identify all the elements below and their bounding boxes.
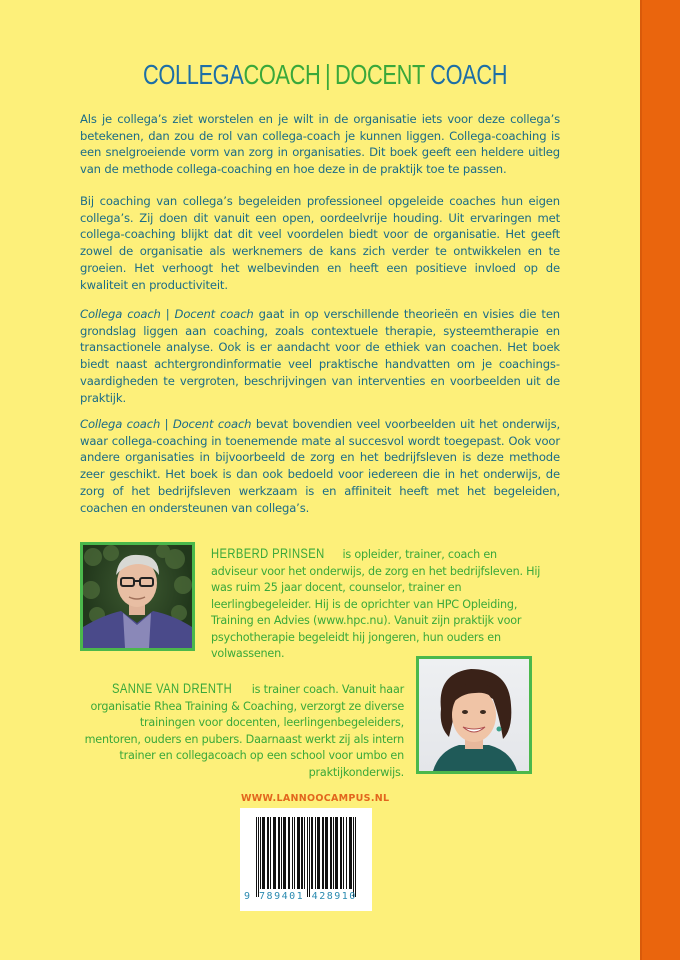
book-spine (640, 0, 680, 960)
author-bio-text: is opleider, trainer, coach en adviseur voor het onderwijs, de zorg en het bedrijfsleven. Hij was ruim 25 jaar docent, counselor, trainer en leerlingbegeleider. Hij is de oprichter van HPC Opleiding, Training en Advies (www.hpc.nu). Vanuit zijn praktijk voor psychotherapie begeleidt hij jongeren, hun ouders en volwassenen. (211, 548, 541, 660)
barcode-bar (353, 817, 354, 897)
author-bio-herberd-prinsen (211, 545, 541, 663)
publisher-url[interactable]: WWW.LANNOOCAMPUS.NL (241, 793, 390, 804)
barcode-bar (258, 817, 259, 897)
barcode-bar (267, 817, 269, 889)
barcode-bar (346, 817, 347, 889)
barcode-bar (343, 817, 344, 889)
barcode-icon (240, 808, 372, 898)
paragraph-text: gaat in op verschillende theorieën en visies die ten grondslag liggen aan coaching, zoals contextuele therapie, systeemtherapie en transactionele analyse. Ook is er aandacht voor de ethiek van coachen. Het boek biedt naast achtergrondinformatie veel praktische handvatten om je coachingsvaardigheden te vergroten, beschrijvingen van interventies en voorbeelden uit de praktijk. (80, 307, 560, 405)
barcode-bar (330, 817, 332, 889)
barcode-bar (288, 817, 290, 889)
author-name: HERBERD PRINSEN (211, 545, 325, 561)
isbn-barcode (240, 808, 372, 911)
title-docent: DOCENT (335, 59, 425, 90)
barcode-bar (262, 817, 265, 889)
barcode-bar (309, 817, 310, 897)
paragraph-text: Bij coaching van collega’s begeleiden professioneel opgeleide coaches hun eigen collega’s. Zij doen dit vanuit een open, oordeelvrije houding. Uit ervaringen met collega-coaching blijkt dat dit veel voordelen biedt voor de organisatie. Het geeft zowel de organisatie als werknemers de kans zich verder te ontwikkelen en te groeien. Het verhoogt het welbevinden en heeft een positieve invloed op de kwaliteit en productiviteit. (80, 194, 560, 292)
barcode-bar (311, 817, 313, 889)
barcode-bar (304, 817, 305, 889)
blurb-paragraph-2 (80, 193, 560, 293)
barcode-bar (335, 817, 338, 889)
title-coach-2: COACH (430, 59, 508, 90)
blurb-paragraph-4 (80, 416, 560, 516)
paragraph-text: Als je collega’s ziet worstelen en je wilt in de organisatie iets voor deze collega’s betekenen, dan zou de rol van collega-coach je kunnen liggen. Collega-coaching is een snelgroeiende vorm van zorg in organisaties. Dit boek geeft een heldere uitleg van de methode collega-coaching en hoe deze in de praktijk toe te passen. (80, 112, 560, 177)
barcode-bar (340, 817, 342, 889)
book-title (143, 58, 508, 92)
barcode-bar (292, 817, 293, 889)
barcode-bar (322, 817, 324, 889)
author-photo-sanne-van-drenth (416, 656, 532, 774)
isbn-number: 9 789401 428910 (244, 891, 357, 902)
barcode-bar (294, 817, 295, 889)
barcode-bar (317, 817, 320, 889)
barcode-bar (270, 817, 271, 889)
barcode-bar (349, 817, 352, 889)
author-bio-sanne-van-drenth (82, 680, 404, 781)
barcode-bar (273, 817, 276, 889)
barcode-bar (307, 817, 308, 897)
barcode-bar (325, 817, 328, 889)
barcode-bar (256, 817, 257, 897)
barcode-bar (355, 817, 356, 897)
title-collega: COLLEGA (143, 59, 244, 90)
paragraph-italic: Collega coach | Docent coach (80, 307, 254, 321)
barcode-bar (283, 817, 286, 889)
barcode-bar (315, 817, 316, 889)
title-separator: | (325, 59, 331, 90)
barcode-bar (333, 817, 334, 889)
barcode-bar (301, 817, 303, 889)
paragraph-italic: Collega coach | Docent coach (80, 417, 252, 431)
barcode-bar (281, 817, 282, 889)
author-photo-herberd-prinsen (80, 542, 195, 651)
author-bio-text: is trainer coach. Vanuit haar organisatie Rhea Training & Coaching, verzorgt ze diverse trainingen voor docenten, leerlingenbegeleiders, mentoren, ouders en pubers. Daarnaast werkt zij als intern trainer en collegacoach op een school voor umbo en praktijkonderwijs. (84, 683, 404, 779)
blurb-paragraph-1 (80, 111, 560, 178)
paragraph-text: bevat bovendien veel voorbeelden uit het onderwijs, waar collega-coaching in toenemende mate al succesvol wordt toegepast. Ook voor andere organisaties in bijvoorbeeld de zorg en het bedrijfsleven is deze methode zeer geschikt. Het boek is dan ook bedoeld voor iedereen die in het onderwijs, de zorg of het bedrijfsleven werkzaam is en affiniteit heeft met het begeleiden, coachen en ondersteunen van collega’s. (80, 417, 561, 515)
barcode-bar (297, 817, 300, 889)
portrait-man-icon (83, 545, 192, 648)
portrait-woman-icon (419, 659, 529, 771)
barcode-bar (278, 817, 280, 889)
barcode-bar (260, 817, 261, 889)
title-coach-1: COACH (243, 59, 321, 90)
blurb-paragraph-3 (80, 306, 560, 406)
author-name: SANNE VAN DRENTH (112, 680, 233, 696)
